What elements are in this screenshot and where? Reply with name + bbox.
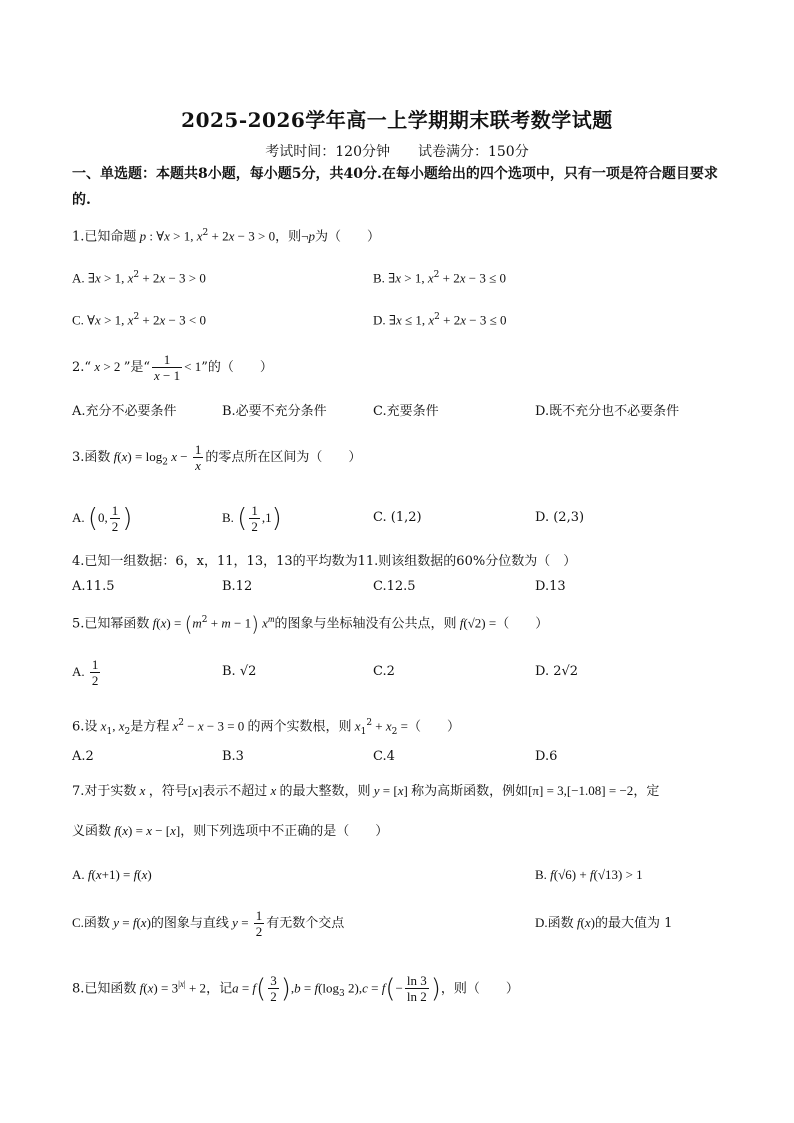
question-3-option-b: B. ( $\frac{1}{2}$ ,1) [222,503,282,534]
question-7-option-d: D.函数 f(x)的最大值为 1 [535,915,673,931]
question-2-stem: 2.“ x > 2 ”是“ $\frac{1}{x - 1}$ < 1”的（ ） [72,351,273,383]
question-7-stem-line1: 7.对于实数 x ，符号[x]表示不超过 x 的最大整数，则 y = [x] 称为高斯函数，例如[π] = 3,[−1.08] = −2，定 [72,783,660,799]
question-1-option-a: A. ∃x > 1, $x^2 + 2x - 3 > 0$ [72,270,206,286]
question-1-option-c: C. ∀x > 1, $x^2 + 2x - 3 < 0$ [72,312,206,328]
section-heading: 一、单选题：本题共8小题，每小题5分，共40分.在每小题给出的四个选项中，只有一项是符合题目要求的. [72,166,718,208]
question-7-option-a: A. f(x+1) = f(x) [72,867,152,882]
page-title: 2025-2026学年高一上学期期末联考数学试题 [181,108,613,132]
question-7-stem-line2: 义函数 f(x) = x − [x]，则下列选项中不正确的是（ ） [72,823,389,839]
question-4-option-b: B.12 [222,579,253,594]
question-3-option-a: A. (0, $\frac{1}{2}$ ) [72,503,133,534]
question-5-option-d: D. 2√2 [535,664,579,679]
question-7-option-b: B. f(√6) + f(√13) > 1 [535,867,643,882]
question-6-option-c: C.4 [373,749,395,764]
question-7-option-c: C.函数 y = f(x)的图象与直线 y = $\frac{1}{2}$ 有无数个交点 [72,908,345,939]
question-6-option-d: D.6 [535,749,558,764]
question-6-option-a: A.2 [72,749,94,764]
question-5-stem: 5.已知幂函数 $f(x) = (m^2 + m - 1)$ $x^m$的图象与坐标轴没有公共点，则 f(√2) =（ ） [72,611,549,636]
question-3-option-d: D. (2,3) [535,510,585,525]
exam-info: 考试时间：120分钟 试卷满分：150分 [265,144,529,160]
question-4-option-d: D.13 [535,579,566,594]
question-3-stem: 3.函数 $f(x) = \log_2 x$ − $\frac{1}{x}$ 的零点所在区间为（ ） [72,442,362,473]
question-8-stem: 8.已知函数 $f(x) = 3^{|x|} + 2$，记a = f( $\frac{3}{2}$ )$,b = f(\log_3$ 2),c = f(− $\frac{\ln 3}{\ln 2}$ )，则（ ） [72,973,519,1005]
question-3-option-c: C. (1,2) [373,510,422,525]
question-2-option-c: C.充要条件 [373,404,439,419]
question-5-option-c: C.2 [373,664,395,679]
question-4-stem: 4.已知一组数据：6，x，11，13，13的平均数为11.则该组数据的60%分位数为（ ） [72,554,577,569]
question-1-option-b: B. ∃x > 1, $x^2 + 2x - 3 \le 0$ [373,270,506,286]
question-6-option-b: B.3 [222,749,244,764]
question-4-option-c: C.12.5 [373,579,416,594]
question-5-option-a: A. $\frac{1}{2}$ [72,657,99,688]
question-4-option-a: A.11.5 [72,579,115,594]
question-6-stem: 6.设 $x_1$, $x_2$是方程 $x^2 - x - 3 = 0$ 的两个实数根，则 $x_1^2 + x_2$ =（ ） [72,718,461,737]
question-1-option-d: D. ∃x ≤ 1, $x^2 + 2x - 3 \le 0$ [373,312,507,328]
question-2-option-b: B.必要不充分条件 [222,404,327,419]
question-1-stem: 1.已知命题 p : ∀x > 1, $x^2 + 2x - 3 > 0$，则¬p为（ ） [72,228,380,245]
question-2-option-a: A.充分不必要条件 [72,404,177,419]
question-5-option-b: B. √2 [222,664,257,679]
question-2-option-d: D.既不充分也不必要条件 [535,404,680,419]
